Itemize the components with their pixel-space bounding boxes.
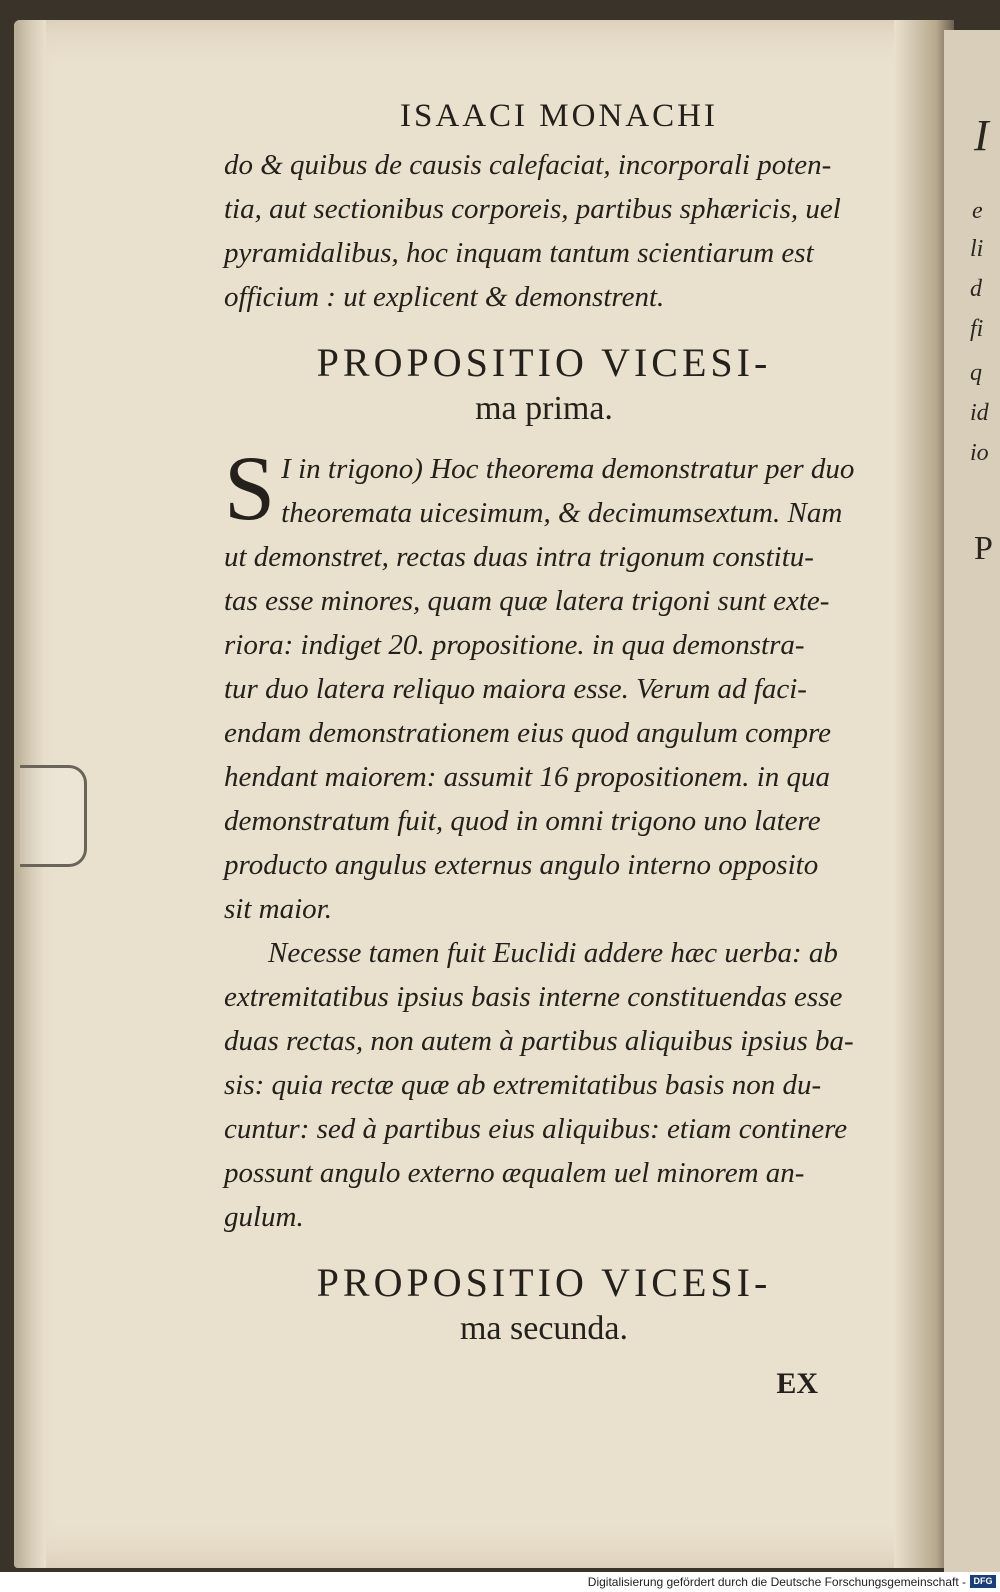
text-line: extremitatibus ipsius basis interne constituendas esse [224,981,843,1013]
text-line: sis: quia rectæ quæ ab extremitatibus basis non du- [224,1069,822,1101]
text-line: pyramidalibus, hoc inquam tantum scientiarum est [224,237,814,269]
facing-page-fragment: P [974,530,993,567]
facing-page-fragment: fi [970,316,984,342]
facing-page-fragment: io [970,440,989,466]
text-line: hendant maiorem: assumit 16 propositionem. in qua [224,761,831,793]
intro-paragraph [224,143,864,319]
book-clasp [20,765,87,867]
funding-credit: Digitalisierung gefördert durch die Deutsche Forschungsgemeinschaft - [587,1575,966,1589]
proposition-subheading: ma prima. [475,390,613,427]
running-head: ISAACI MONACHI [400,98,718,134]
facing-page-fragment: e [972,198,983,224]
facing-page-fragment: li [970,236,984,262]
text-line: I in trigono) Hoc theorema demonstratur per duo [281,453,855,485]
text-line: gulum. [224,1201,304,1233]
commentary-paragraph [224,437,864,931]
book-page [14,20,954,1568]
text-line: producto angulus externus angulo interno opposito [224,849,819,881]
facing-page-fragment: I [974,111,989,160]
text-line: riora: indiget 20. propositione. in qua demonstra- [224,629,805,661]
text-line: ut demonstret, rectas duas intra trigonum constitu- [224,541,814,573]
commentary-paragraph [224,931,864,1239]
text-line: tur duo latera reliquo maiora esse. Verum ad faci- [224,673,807,705]
proposition-heading: PROPOSITIO VICESI- [316,340,772,385]
text-line: possunt angulo externo æqualem uel minorem an- [224,1157,805,1189]
dfg-logo: DFG [970,1575,996,1588]
drop-cap: S [224,437,276,539]
facing-page-fragment: d [970,276,982,302]
text-line: tia, aut sectionibus corporeis, partibus sphæricis, uel [224,193,841,225]
facing-page-fragment: id [970,400,989,426]
text-line: endam demonstrationem eius quod angulum compre [224,717,832,749]
text-line: cuntur: sed à partibus eius aliquibus: etiam continere [224,1113,848,1145]
proposition-heading: PROPOSITIO VICESI- [316,1260,772,1305]
text-line: demonstratum fuit, quod in omni trigono uno latere [224,805,821,837]
facing-page-edge [944,30,1000,1572]
catchword: EX [776,1367,818,1400]
text-line: tas esse minores, quam quæ latera trigoni sunt exte- [224,585,830,617]
digitization-footer [0,1572,1000,1592]
facing-page-fragment: q [970,360,982,386]
text-line: Necesse tamen fuit Euclidi addere hæc uerba: ab [268,937,838,969]
proposition-subheading: ma secunda. [459,1310,629,1347]
page-content [224,98,864,1401]
text-line: officium : ut explicent & demonstrent. [224,281,665,313]
text-line: duas rectas, non autem à partibus aliquibus ipsius ba- [224,1025,854,1057]
text-line: sit maior. [224,893,332,925]
text-line: do & quibus de causis calefaciat, incorporali poten- [224,149,832,181]
text-line: theoremata uicesimum, & decimumsextum. Nam [281,497,843,529]
